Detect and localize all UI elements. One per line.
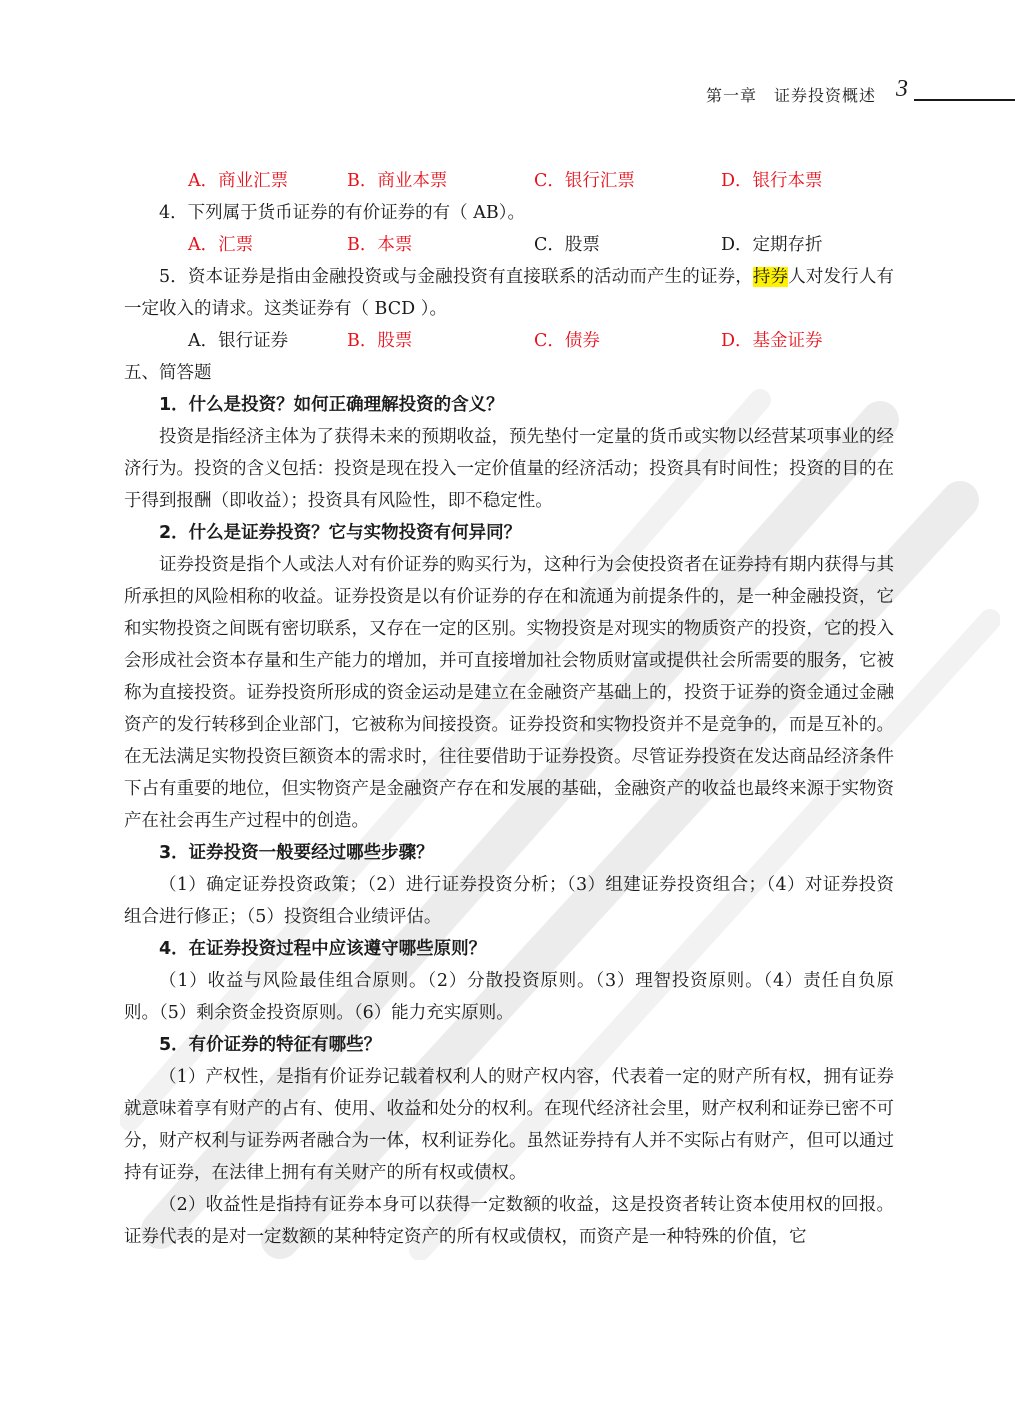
q3-option-d: D．银行本票 — [721, 171, 823, 191]
sa3-question: 3．证券投资一般要经过哪些步骤？ — [159, 843, 434, 863]
sa5-answer-1: （1）产权性，是指有价证券记载着权利人的财产权内容，代表着一定的财产所有权，拥有证券就意味着享有财产的占有、使用、收益和处分的权利。在现代经济社会里，财产权利和证券已密不可分，财产权利与证券两者融合为一体，权利证券化。虽然证券持有人并不实际占有财产，但可以通过持有证券，在法律上拥有有关财产的所有权或债权。 — [124, 1067, 894, 1183]
sa1-answer: 投资是指经济主体为了获得未来的预期收益，预先垫付一定量的货币或实物以经营某项事业的经济行为。投资的含义包括：投资是现在投入一定价值量的经济活动；投资具有时间性；投资的目的在于得到报酬（即收益）；投资具有风险性，即不稳定性。 — [124, 427, 894, 511]
sa2-answer: 证券投资是指个人或法人对有价证券的购买行为，这种行为会使投资者在证券持有期内获得与其所承担的风险相称的收益。证券投资是以有价证券的存在和流通为前提条件的，是一种金融投资，它和实物投资之间既有密切联系，又存在一定的区别。实物投资是对现实的物质资产的投资，它的投入会形成社会资本存量和生产能力的增加，并可直接增加社会物质财富或提供社会所需要的服务，它被称为直接投资。证券投资所形成的资金运动是建立在金融资产基础上的，投资于证券的资金通过金融资产的发行转移到企业部门，它被称为间接投资。证券投资和实物投资并不是竞争的，而是互补的。在无法满足实物投资巨额资本的需求时，往往要借助于证券投资。尽管证券投资在发达商品经济条件下占有重要的地位，但实物资产是金融资产存在和发展的基础，金融资产的收益也最终来源于实物资产在社会再生产过程中的创造。 — [124, 555, 894, 831]
q5-question-part1: 5．资本证券是指由金融投资或与金融投资有直接联系的活动而产生的证券， — [159, 267, 753, 287]
q3-option-b: B．商业本票 — [347, 171, 448, 191]
sa5-question: 5．有价证券的特征有哪些？ — [159, 1035, 382, 1055]
page-header — [700, 76, 1015, 110]
sa4-question: 4．在证券投资过程中应该遵守哪些原则？ — [159, 939, 487, 959]
section-title: 五、简答题 — [124, 363, 212, 383]
sa5-answer-2: （2）收益性是指持有证券本身可以获得一定数额的收益，这是投资者转让资本使用权的回报。证券代表的是对一定数额的某种特定资产的所有权或债权，而资产是一种特殊的价值，它 — [124, 1195, 894, 1247]
header-rule — [914, 99, 1015, 101]
q5-question-part2: 人对发行人有一定收入的请求。这类证券有（ BCD ）。 — [124, 267, 894, 319]
sa3-answer: （1）确定证券投资政策；（2）进行证券投资分析；（3）组建证券投资组合；（4）对证券投资组合进行修正；（5）投资组合业绩评估。 — [124, 875, 894, 927]
q3-option-c: C．银行汇票 — [534, 171, 635, 191]
q4-options — [124, 229, 894, 261]
page-body — [124, 165, 894, 1253]
sa2-question: 2．什么是证券投资？它与实物投资有何异同？ — [159, 523, 522, 543]
chapter-title: 第一章 证券投资概述 — [706, 86, 877, 105]
sa4-answer: （1）收益与风险最佳组合原则。（2）分散投资原则。（3）理智投资原则。（4）责任自负原则。（5）剩余资金投资原则。（6）能力充实原则。 — [124, 971, 894, 1023]
q5-option-b: B．股票 — [347, 331, 413, 351]
q5-question — [124, 261, 894, 325]
q5-options — [124, 325, 894, 357]
q5-option-a: A．银行证券 — [188, 331, 289, 351]
q4-option-c: C．股票 — [534, 235, 600, 255]
page-number: 3 — [896, 76, 908, 102]
q3-options — [124, 165, 894, 197]
q5-highlight: 持券 — [752, 267, 789, 287]
q4-option-d: D．定期存折 — [721, 235, 823, 255]
q5-option-d: D．基金证券 — [721, 331, 823, 351]
q5-option-c: C．债券 — [534, 331, 600, 351]
sa1-question: 1．什么是投资？如何正确理解投资的含义？ — [159, 395, 504, 415]
q4-question: 4．下列属于货币证券的有价证券的有（ AB）。 — [159, 203, 525, 223]
q4-option-b: B．本票 — [347, 235, 413, 255]
q3-option-a: A．商业汇票 — [188, 171, 289, 191]
q4-option-a: A．汇票 — [188, 235, 254, 255]
